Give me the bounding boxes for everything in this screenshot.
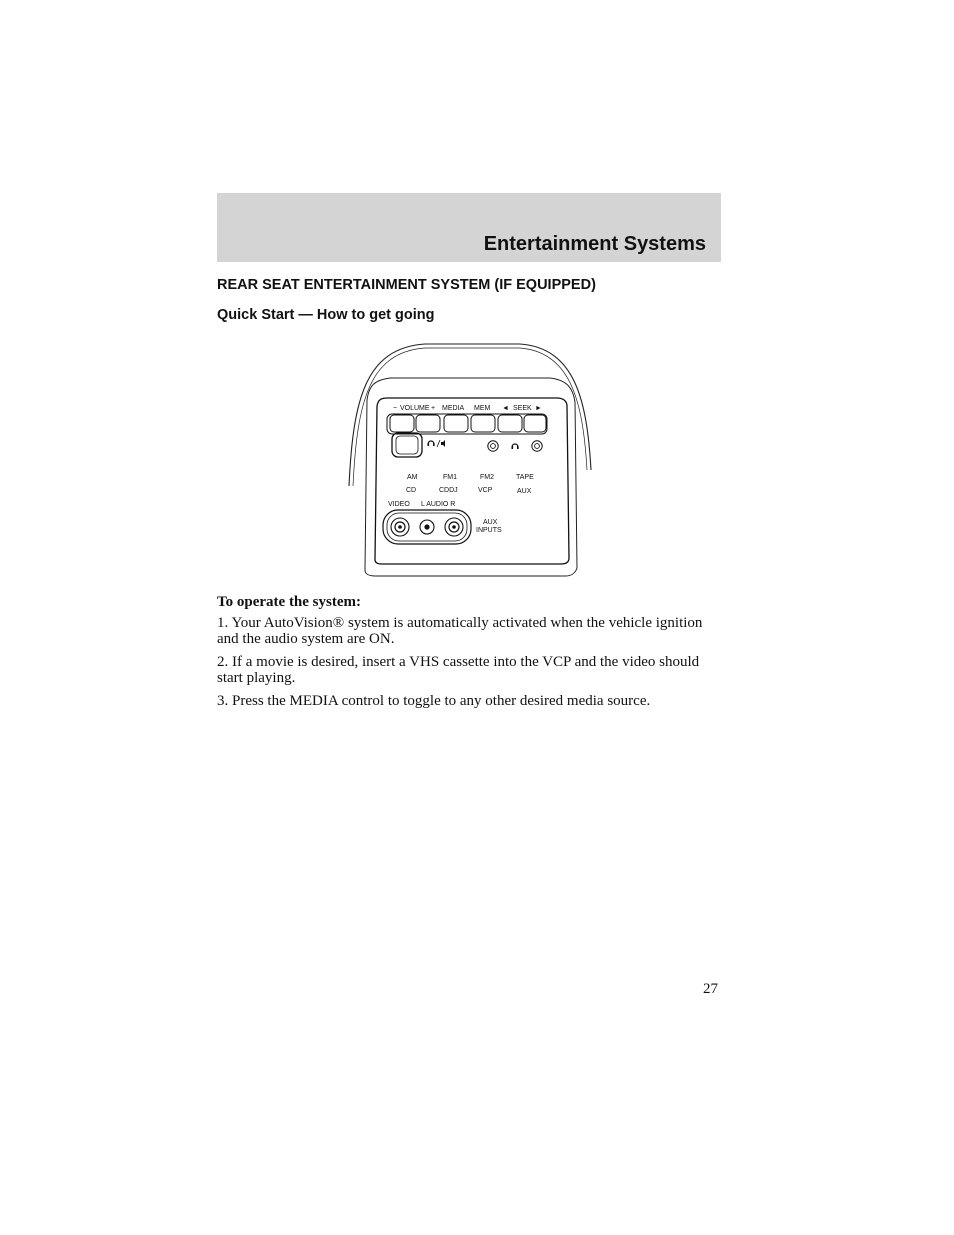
control-panel-drawing [345, 340, 595, 580]
page-number: 27 [703, 981, 718, 997]
mem-button [471, 415, 495, 432]
page-title: Entertainment Systems [483, 233, 706, 255]
headphone-jack-left [488, 441, 498, 451]
media-button [444, 415, 468, 432]
headphone-icon [512, 444, 519, 449]
volume-up-button [416, 415, 440, 432]
section-heading: REAR SEAT ENTERTAINMENT SYSTEM (IF EQUIPPED) [217, 277, 596, 293]
seek-left-label: ◄ [502, 405, 509, 412]
seek-right-label: ► [535, 405, 542, 412]
audio-label: L AUDIO R [421, 501, 456, 508]
volume-label: VOLUME [400, 405, 430, 412]
volume-minus-label: − [393, 405, 398, 412]
source-fm1: FM1 [443, 474, 457, 481]
control-panel-illustration [345, 340, 595, 580]
volume-plus-label: + [431, 405, 436, 412]
step-1: 1. Your AutoVision® system is automatically activated when the vehicle ignition and the audio system are ON. [217, 614, 703, 647]
headphone-mode-button [392, 433, 422, 457]
step-2: 2. If a movie is desired, insert a VHS cassette into the VCP and the video should start playing. [217, 653, 700, 686]
step-3: 3. Press the MEDIA control to toggle to any other desired media source. [217, 692, 651, 709]
source-vcp: VCP [478, 487, 493, 494]
seek-label: SEEK [513, 405, 532, 412]
source-am: AM [407, 474, 418, 481]
source-cddj: CDDJ [439, 487, 458, 494]
video-jack [391, 518, 409, 536]
sub-heading: Quick Start — How to get going [217, 307, 435, 323]
source-tape: TAPE [516, 474, 534, 481]
aux-inputs-label-line1: AUX [483, 519, 498, 526]
body-text [217, 594, 721, 715]
seek-back-button [498, 415, 522, 432]
operate-lead: To operate the system: [217, 594, 362, 610]
headphone-speaker-icon [428, 440, 446, 447]
seek-forward-button [524, 415, 546, 432]
source-cd: CD [406, 487, 417, 494]
audio-right-jack [445, 518, 463, 536]
header-band [217, 193, 721, 262]
audio-left-jack [420, 520, 434, 534]
volume-down-button [390, 415, 414, 432]
mem-label: MEM [474, 405, 491, 412]
source-aux: AUX [517, 488, 532, 495]
source-fm2: FM2 [480, 474, 494, 481]
aux-inputs-label-line2: INPUTS [476, 527, 502, 534]
media-label: MEDIA [442, 405, 465, 412]
video-label: VIDEO [388, 501, 410, 508]
headphone-jack-right [532, 441, 542, 451]
